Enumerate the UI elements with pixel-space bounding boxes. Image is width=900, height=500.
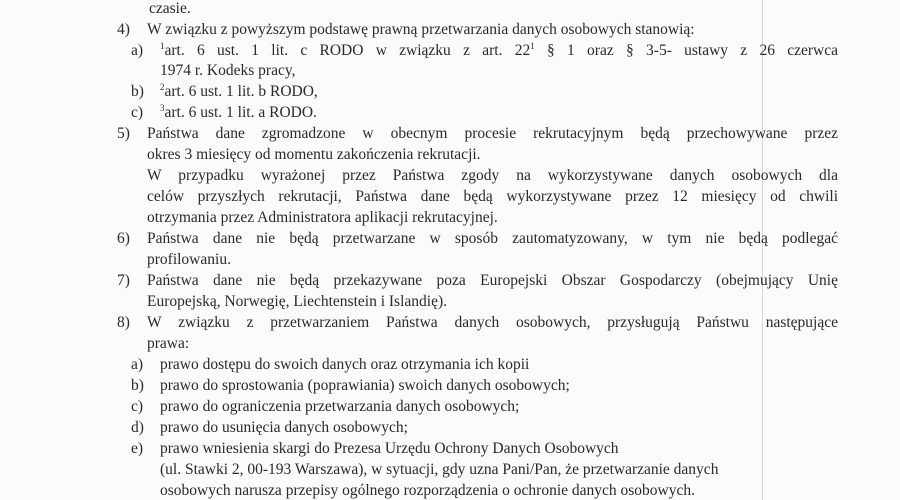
- right-item: prawo do sprostowania (poprawiania) swoich danych osobowych;: [160, 377, 570, 394]
- superscript: 1: [530, 41, 535, 51]
- right-item: prawo wniesienia skargi do Prezesa Urzędu Ochrony Danych Osobowych: [160, 440, 619, 457]
- text-line: W związku z przetwarzaniem Państwa danych osobowych, przysługują Państwu następujące: [147, 314, 838, 331]
- subitem-letter: d): [131, 419, 144, 436]
- text-line: W przypadku wyrażonej przez Państwa zgody na wykorzystywane danych osobowych dla: [147, 167, 838, 184]
- text-line: profilowaniu.: [147, 251, 231, 268]
- right-item: prawo do usunięcia danych osobowych;: [160, 419, 408, 436]
- text-line: czasie.: [149, 0, 191, 17]
- subitem-letter: e): [131, 440, 144, 457]
- subitem-letter: a): [131, 42, 144, 59]
- item-number: 5): [117, 125, 130, 142]
- text-line: 1974 r. Kodeks pracy,: [160, 62, 296, 79]
- subitem-letter: b): [131, 83, 144, 100]
- item-number: 8): [117, 314, 130, 331]
- text-fragment: art. 6 ust. 1 lit. c RODO w związku z art. 22: [164, 42, 531, 59]
- text-line: osobowych narusza przepisy ogólnego rozporządzenia o ochronie danych osobowych.: [160, 482, 696, 499]
- text-line: celów przyszłych rekrutacji, Państwa dane będą wykorzystywane przez 12 miesięcy od chwili: [147, 188, 838, 205]
- text-line: [160, 83, 318, 101]
- text-fragment: § 1 oraz § 3-5- ustawy z 26 czerwca: [534, 42, 838, 59]
- right-item: prawo do ograniczenia przetwarzania danych osobowych;: [160, 398, 520, 415]
- text-line: Państwa dane zgromadzone w obecnym procesie rekrutacyjnym będą przechowywane przez: [147, 125, 838, 142]
- text-fragment: art. 6 ust. 1 lit. b RODO,: [164, 83, 318, 100]
- text-line: [160, 42, 838, 60]
- right-item: prawo dostępu do swoich danych oraz otrzymania ich kopii: [160, 356, 530, 373]
- text-line: prawa:: [147, 335, 190, 352]
- text-line: [160, 104, 317, 122]
- text-line: otrzymania przez Administratora aplikacji rekrutacyjnej.: [147, 209, 498, 226]
- text-line: Państwa dane nie będą przetwarzane w sposób zautomatyzowany, w tym nie będą podlegać: [147, 230, 838, 247]
- text-line: Państwa dane nie będą przekazywane poza Europejski Obszar Gospodarczy (obejmujący Unię: [147, 272, 838, 289]
- subitem-letter: a): [131, 356, 144, 373]
- text-fragment: art. 6 ust. 1 lit. a RODO.: [164, 104, 317, 121]
- text-line: Europejską, Norwegię, Liechtenstein i Islandię).: [147, 293, 447, 310]
- item-number: 7): [117, 272, 130, 289]
- scan-artifact-line: [762, 0, 763, 500]
- footnote-ref: 3: [160, 103, 165, 113]
- item-number: 6): [117, 230, 130, 247]
- item-number: 4): [117, 21, 130, 38]
- subitem-letter: c): [131, 398, 144, 415]
- footnote-ref: 2: [160, 82, 165, 92]
- text-line: okres 3 miesięcy od momentu zakończenia rekrutacji.: [147, 146, 481, 163]
- footnote-ref: 1: [160, 41, 165, 51]
- text-line: (ul. Stawki 2, 00-193 Warszawa), w sytuacji, gdy uzna Pani/Pan, że przetwarzanie danych: [160, 461, 719, 478]
- text-line: W związku z powyższym podstawę prawną przetwarzania danych osobowych stanowią:: [147, 21, 695, 38]
- subitem-letter: b): [131, 377, 144, 394]
- subitem-letter: c): [131, 104, 144, 121]
